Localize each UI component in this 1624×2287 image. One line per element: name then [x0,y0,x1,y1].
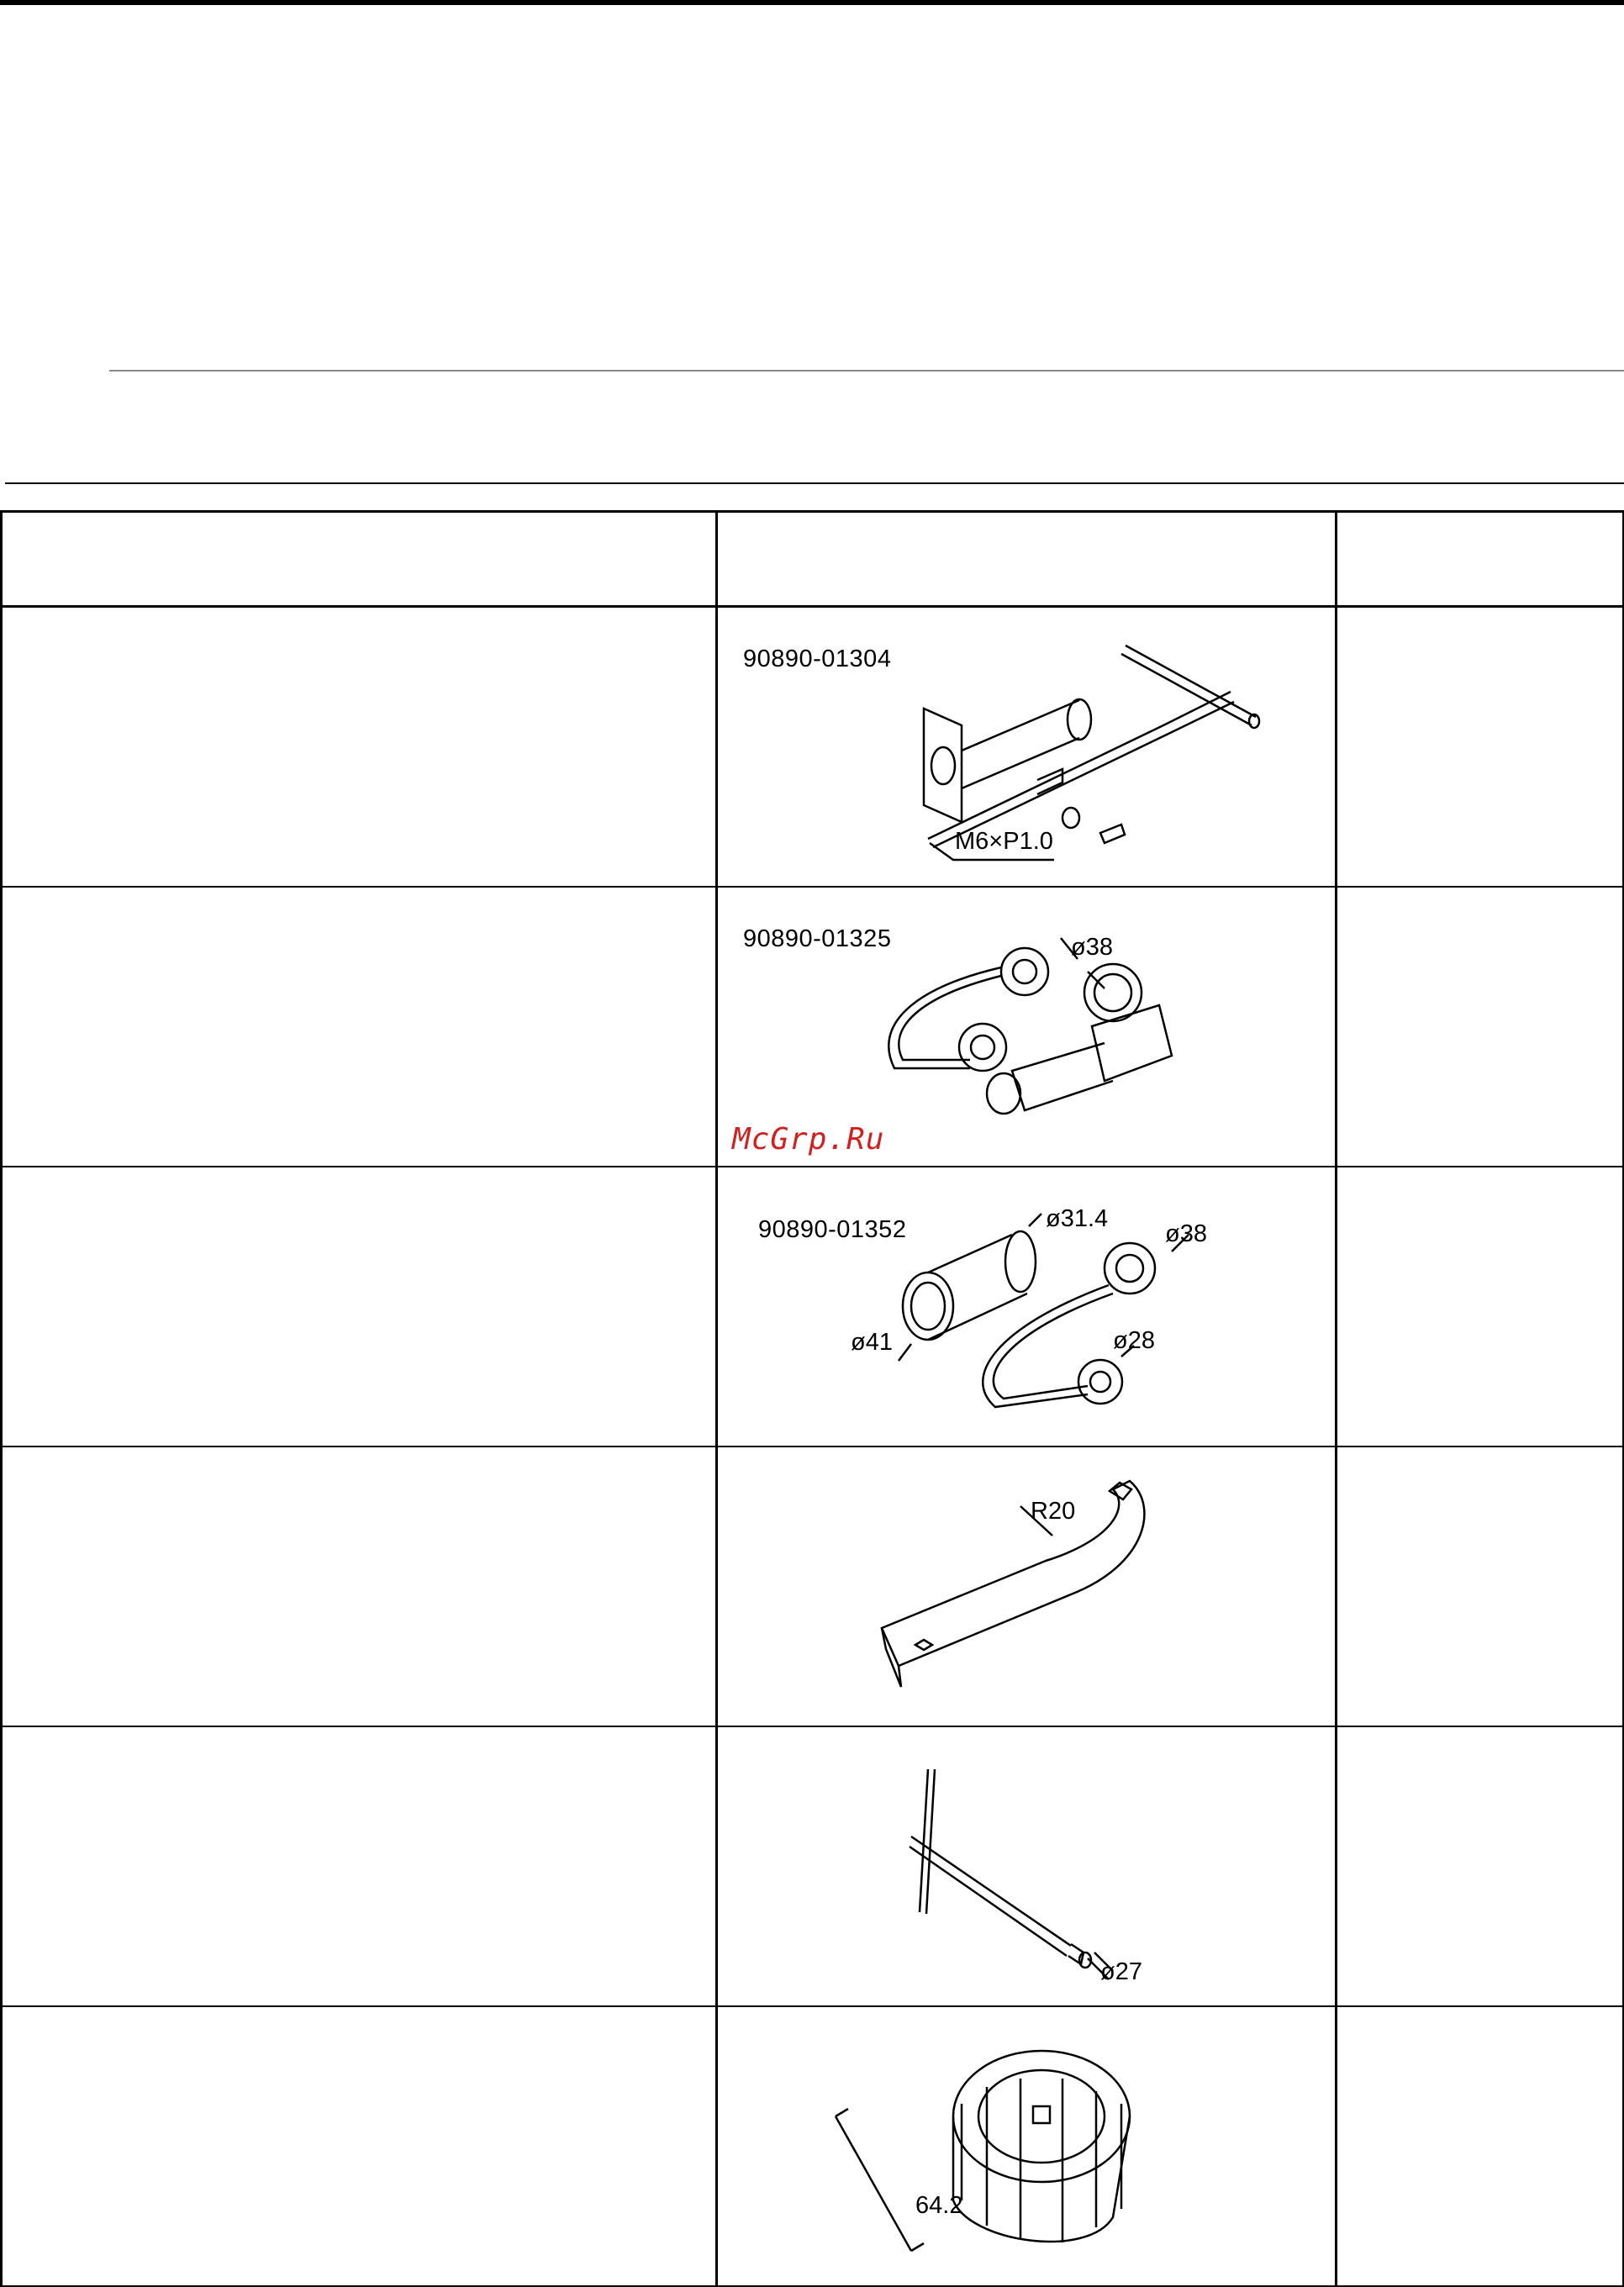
dimension-label: ø38 [1165,1220,1207,1247]
tool-name-cell [2,1167,717,1447]
header-divider [109,370,1624,372]
table-row [2,1726,1624,2006]
oil-filter-wrench-icon [718,2007,1337,2287]
watermark: McGrp.Ru [732,1122,885,1157]
t-handle-holder-icon [718,1727,1337,2007]
part-number: 90890-01304 [743,646,892,672]
section-divider [5,482,1624,484]
dimension-label: ø41 [851,1328,893,1356]
dimension-label: ø31.4 [1046,1204,1109,1232]
part-number: 90890-01325 [743,925,892,952]
table-row [2,1167,1624,1447]
tool-illustration-cell [717,1167,1337,1447]
tool-illustration-cell [717,607,1337,887]
dimension-label: ø28 [1113,1326,1155,1354]
tool-illustration-cell [717,1447,1337,1726]
tool-reference-cell [1337,1447,1624,1726]
tool-name-cell [2,887,717,1167]
dimension-label: 64.2 [915,2191,963,2219]
radiator-cap-tester-adapter-icon [718,1167,1337,1447]
tool-reference-cell [1337,607,1624,887]
dimension-label: ø38 [1071,933,1113,961]
steering-nut-wrench-icon [718,1447,1337,1727]
tool-reference-cell [1337,2006,1624,2286]
tool-reference-cell [1337,887,1624,1167]
special-tools-table [0,510,1624,2287]
table-row [2,607,1624,887]
tool-illustration-cell [717,1726,1337,2006]
part-number: 90890-01352 [758,1215,907,1243]
thread-spec-label: M6×P1.0 [955,828,1053,855]
tool-name-cell [2,2006,717,2286]
header-illustration [717,512,1337,607]
tool-name-cell [2,1726,717,2006]
dimension-label: ø27 [1100,1958,1142,1985]
table-header-row [2,512,1624,607]
header-reference [1337,512,1624,607]
tool-name-cell [2,1447,717,1726]
table-row [2,2006,1624,2286]
top-rule [0,0,1624,5]
table-row [2,1447,1624,1726]
tool-reference-cell [1337,1167,1624,1447]
tool-illustration-cell [717,2006,1337,2286]
tool-name-cell [2,607,717,887]
header-tool-name [2,512,717,607]
tool-reference-cell [1337,1726,1624,2006]
radius-label: R20 [1031,1497,1076,1525]
